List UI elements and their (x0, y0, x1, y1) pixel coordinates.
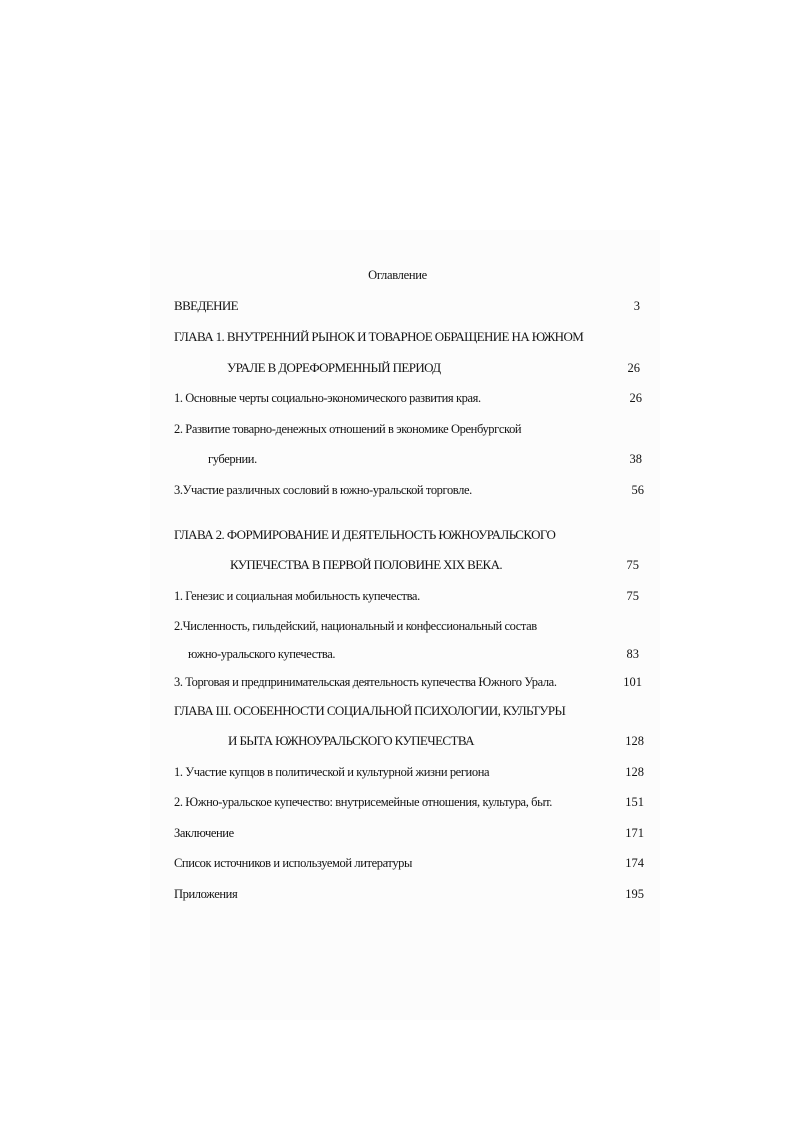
toc-entry-page: 101 (623, 675, 642, 689)
toc-entry-text: 3.Участие различных сословий в южно-уральской торговле. (174, 483, 472, 497)
toc-section-1-2 (0, 421, 795, 441)
toc-section-2-1 (0, 588, 795, 608)
toc-entry-text: 1. Участие купцов в политической и культурной жизни региона (174, 765, 490, 779)
toc-entry-page: 3 (633, 299, 640, 313)
toc-entry-page: 171 (625, 826, 644, 840)
toc-entry-text: УРАЛЕ В ДОРЕФОРМЕННЫЙ ПЕРИОД (227, 360, 441, 375)
toc-section-1-2-cont (0, 451, 795, 471)
toc-section-1-1 (0, 390, 795, 410)
toc-section-2-2-cont (0, 646, 795, 666)
toc-entry-page: 38 (629, 452, 642, 466)
toc-entry-text: Заключение (174, 826, 234, 840)
toc-section-3-1 (0, 764, 795, 784)
toc-entry-text: Приложения (174, 887, 238, 901)
toc-entry-introduction (0, 298, 795, 318)
toc-chapter-1-title (0, 329, 795, 349)
toc-entry-appendices (0, 886, 795, 906)
toc-entry-page: 83 (626, 647, 639, 661)
toc-entry-page: 128 (625, 765, 644, 779)
toc-section-2-2 (0, 618, 795, 638)
toc-entry-page: 75 (626, 589, 639, 603)
toc-entry-page: 26 (627, 361, 640, 375)
toc-entry-text: южно-уральского купечества. (188, 647, 336, 661)
toc-entry-text: 2. Развитие товарно-денежных отношений в экономике Оренбургской (174, 422, 522, 436)
toc-entry-page: 26 (629, 391, 642, 405)
toc-entry-text: ГЛАВА 1. ВНУТРЕННИЙ РЫНОК И ТОВАРНОЕ ОБРАЩЕНИЕ НА ЮЖНОМ (174, 329, 584, 344)
toc-chapter-2-title-cont (0, 557, 795, 577)
toc-entry-text: ГЛАВА 2. ФОРМИРОВАНИЕ И ДЕЯТЕЛЬНОСТЬ ЮЖНОУРАЛЬСКОГО (174, 527, 556, 542)
toc-entry-text: КУПЕЧЕСТВА В ПЕРВОЙ ПОЛОВИНЕ XIX ВЕКА. (230, 557, 503, 572)
toc-chapter-1-title-cont (0, 360, 795, 380)
toc-entry-text: И БЫТА ЮЖНОУРАЛЬСКОГО КУПЕЧЕСТВА (228, 733, 474, 748)
toc-chapter-2-title (0, 527, 795, 547)
toc-entry-conclusion (0, 825, 795, 845)
toc-entry-text: Список источников и используемой литературы (174, 856, 413, 870)
toc-entry-text: 1. Основные черты социально-экономического развития края. (174, 391, 481, 405)
toc-entry-page: 151 (625, 795, 644, 809)
toc-entry-text: 1. Генезис и социальная мобильность купечества. (174, 589, 420, 603)
toc-section-2-3 (0, 674, 795, 694)
toc-entry-text: ГЛАВА Ш. ОСОБЕННОСТИ СОЦИАЛЬНОЙ ПСИХОЛОГИИ, КУЛЬТУРЫ (174, 703, 566, 718)
toc-title: Оглавление (368, 268, 427, 282)
toc-entry-page: 195 (625, 887, 644, 901)
toc-entry-text: 2.Численность, гильдейский, национальный и конфессиональный состав (174, 619, 537, 633)
toc-entry-bibliography (0, 855, 795, 875)
toc-section-1-3 (0, 482, 795, 502)
toc-entry-page: 56 (631, 483, 644, 497)
toc-entry-page: 75 (626, 558, 639, 572)
toc-entry-page: 174 (625, 856, 644, 870)
toc-entry-text: 2. Южно-уральское купечество: внутрисемейные отношения, культура, быт. (174, 795, 552, 809)
toc-chapter-3-title (0, 703, 795, 723)
toc-entry-text: 3. Торговая и предпринимательская деятельность купечества Южного Урала. (174, 675, 557, 689)
toc-entry-page: 128 (625, 734, 644, 748)
toc-section-3-2 (0, 794, 795, 814)
toc-entry-text: ВВЕДЕНИЕ (174, 298, 239, 313)
toc-chapter-3-title-cont (0, 733, 795, 753)
toc-entry-text: губернии. (208, 452, 257, 466)
